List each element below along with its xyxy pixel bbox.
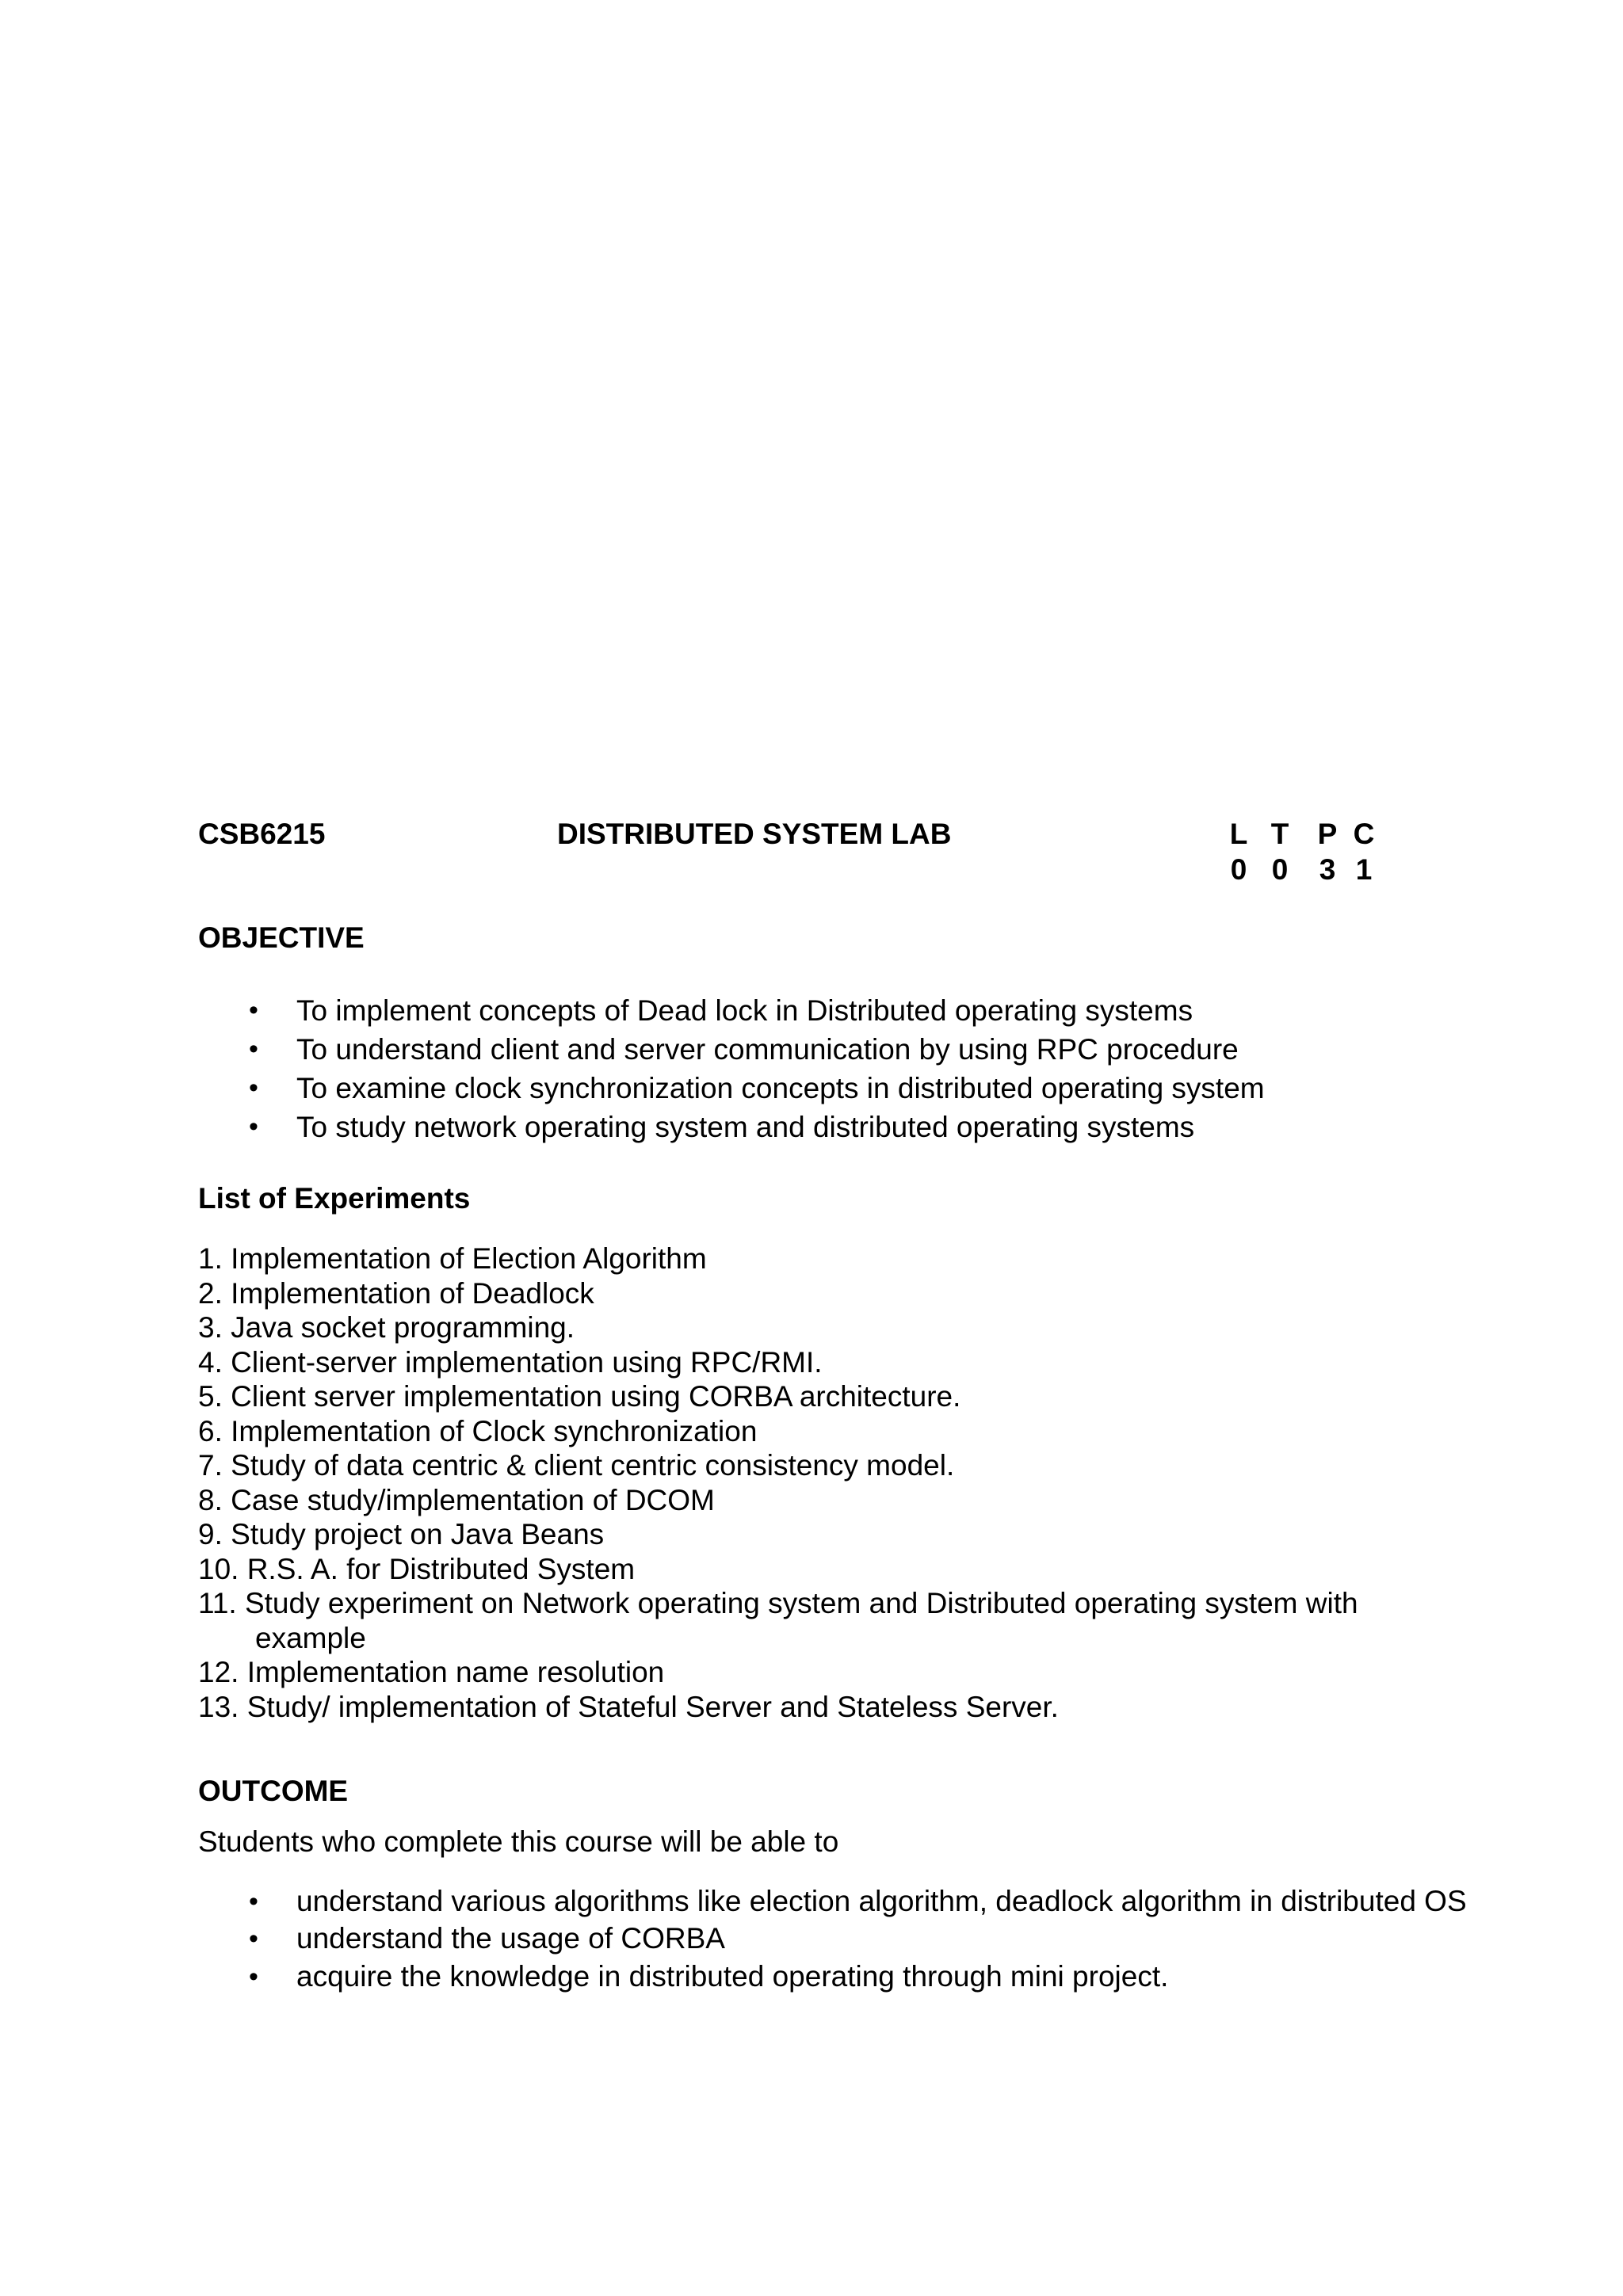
ltpc-value-c: 1 [1355,853,1373,886]
bullet-icon: • [249,1112,258,1142]
outcome-item-text: understand the usage of CORBA [296,1922,725,1955]
experiment-item: 10. R.S. A. for Distributed System [198,1552,636,1585]
ltpc-value-l: 0 [1230,853,1247,886]
experiment-item [198,1586,1450,1655]
experiment-item: 12. Implementation name resolution [198,1656,665,1688]
bullet-icon: • [249,1886,258,1917]
experiment-item: 2. Implementation of Deadlock [198,1276,594,1310]
bullet-icon: • [249,1034,258,1064]
course-code: CSB6215 [198,818,326,850]
outcome-list [198,1883,1517,1996]
experiment-item-text: 11. Study experiment on Network operating system and Distributed operating system with [198,1587,1358,1619]
outcome-item [198,1883,1517,1920]
bullet-icon: • [249,1073,258,1103]
objective-item-text: To understand client and server communication by using RPC procedure [296,1033,1239,1066]
outcome-item [198,1958,1517,1996]
objective-heading: OBJECTIVE [198,921,365,954]
experiment-item: 6. Implementation of Clock synchronization [198,1414,758,1447]
objective-item [198,991,1265,1030]
bullet-icon: • [249,1962,258,1992]
bullet-icon: • [249,1924,258,1954]
objective-item-text: To examine clock synchronization concepts in distributed operating system [296,1072,1265,1104]
objective-item-text: To study network operating system and distributed operating systems [296,1111,1195,1143]
experiment-item: 8. Case study/implementation of DCOM [198,1483,715,1516]
objective-list [198,991,1265,1146]
ltpc-label-l: L [1229,818,1248,850]
experiment-item: 5. Client server implementation using CORBA architecture. [198,1380,961,1413]
course-title: DISTRIBUTED SYSTEM LAB [557,818,952,850]
objective-item [198,1030,1265,1069]
objective-item-text: To implement concepts of Dead lock in Distributed operating systems [296,994,1193,1027]
experiment-item-continuation: example [255,1621,366,1654]
ltpc-value-p: 3 [1319,853,1336,886]
objective-item [198,1069,1265,1108]
ltpc-value-t: 0 [1271,853,1289,886]
ltpc-values [1227,852,1377,887]
experiments-list [198,1241,1450,1724]
outcome-item-text: acquire the knowledge in distributed operating through mini project. [296,1960,1169,1993]
experiment-item: 4. Client-server implementation using RPC/RMI. [198,1345,823,1379]
ltpc-label-p: P [1317,818,1338,850]
ltpc-label-c: C [1353,818,1375,850]
experiment-item: 13. Study/ implementation of Stateful Server and Stateless Server. [198,1690,1059,1723]
experiment-item: 3. Java socket programming. [198,1311,575,1344]
experiments-heading: List of Experiments [198,1182,471,1215]
experiment-item: 7. Study of data centric & client centric consistency model. [198,1449,955,1482]
objective-item [198,1108,1265,1146]
ltpc-labels [1227,817,1377,852]
experiment-item: 1. Implementation of Election Algorithm [198,1242,707,1275]
outcome-intro: Students who complete this course will be able to [198,1825,839,1858]
ltpc-label-t: T [1270,818,1289,850]
bullet-icon: • [249,995,258,1025]
outcome-item-text: understand various algorithms like election algorithm, deadlock algorithm in distributed OS [296,1885,1467,1917]
experiment-item: 9. Study project on Java Beans [198,1518,605,1550]
outcome-item [198,1920,1517,1958]
outcome-heading: OUTCOME [198,1775,349,1807]
